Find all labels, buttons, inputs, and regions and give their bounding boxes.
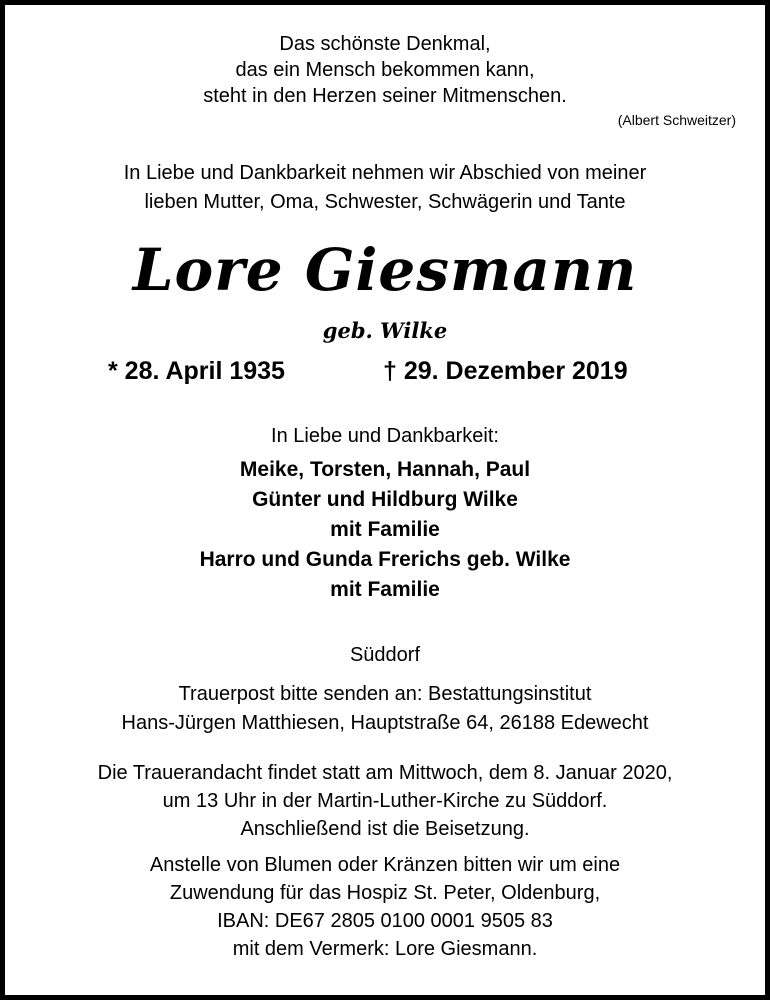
service-line: Anschließend ist die Beisetzung. — [240, 818, 530, 840]
donation-line: IBAN: DE67 2805 0100 0001 9505 83 — [217, 910, 553, 932]
quote-line: Das schönste Denkmal, — [279, 33, 491, 55]
mail-block — [0, 680, 770, 738]
mail-line: Trauerpost bitte senden an: Bestattungsinstitut — [178, 683, 592, 705]
mourner-line: mit Familie — [330, 578, 440, 601]
service-line: um 13 Uhr in der Martin-Luther-Kirche zu Süddorf. — [162, 790, 608, 812]
service-block — [0, 759, 770, 843]
intro-line: In Liebe und Dankbarkeit nehmen wir Abschied von meiner — [123, 162, 647, 184]
quote-block — [0, 31, 770, 109]
mourner-line: Meike, Torsten, Hannah, Paul — [239, 458, 531, 481]
donation-line: Zuwendung für das Hospiz St. Peter, Oldenburg, — [169, 882, 601, 904]
mourners-heading: In Liebe und Dankbarkeit: — [271, 425, 499, 447]
place: Süddorf — [349, 644, 421, 666]
intro-line: lieben Mutter, Oma, Schwester, Schwägerin und Tante — [144, 191, 626, 213]
mourners-list — [0, 455, 770, 605]
birth-date: * 28. April 1935 — [108, 357, 285, 385]
donation-line: Anstelle von Blumen oder Kränzen bitten wir um eine — [149, 854, 621, 876]
mail-line: Hans-Jürgen Matthiesen, Hauptstraße 64, 26188 Edewecht — [121, 712, 649, 734]
quote-line: steht in den Herzen seiner Mitmenschen. — [203, 85, 567, 107]
donation-line: mit dem Vermerk: Lore Giesmann. — [232, 938, 538, 960]
mourner-line: mit Familie — [330, 518, 440, 541]
service-line: Die Trauerandacht findet statt am Mittwoch, dem 8. Januar 2020, — [97, 762, 673, 784]
mourner-line: Günter und Hildburg Wilke — [252, 488, 518, 511]
quote-author: (Albert Schweitzer) — [617, 112, 736, 128]
deceased-name: Lore Giesmann — [132, 236, 638, 304]
intro-block — [0, 159, 770, 217]
quote-line: das ein Mensch bekommen kann, — [235, 59, 535, 81]
mourner-line: Harro und Gunda Frerichs geb. Wilke — [199, 548, 571, 571]
donation-block — [0, 851, 770, 963]
death-date: † 29. Dezember 2019 — [383, 357, 628, 385]
maiden-name: geb. Wilke — [322, 318, 448, 343]
